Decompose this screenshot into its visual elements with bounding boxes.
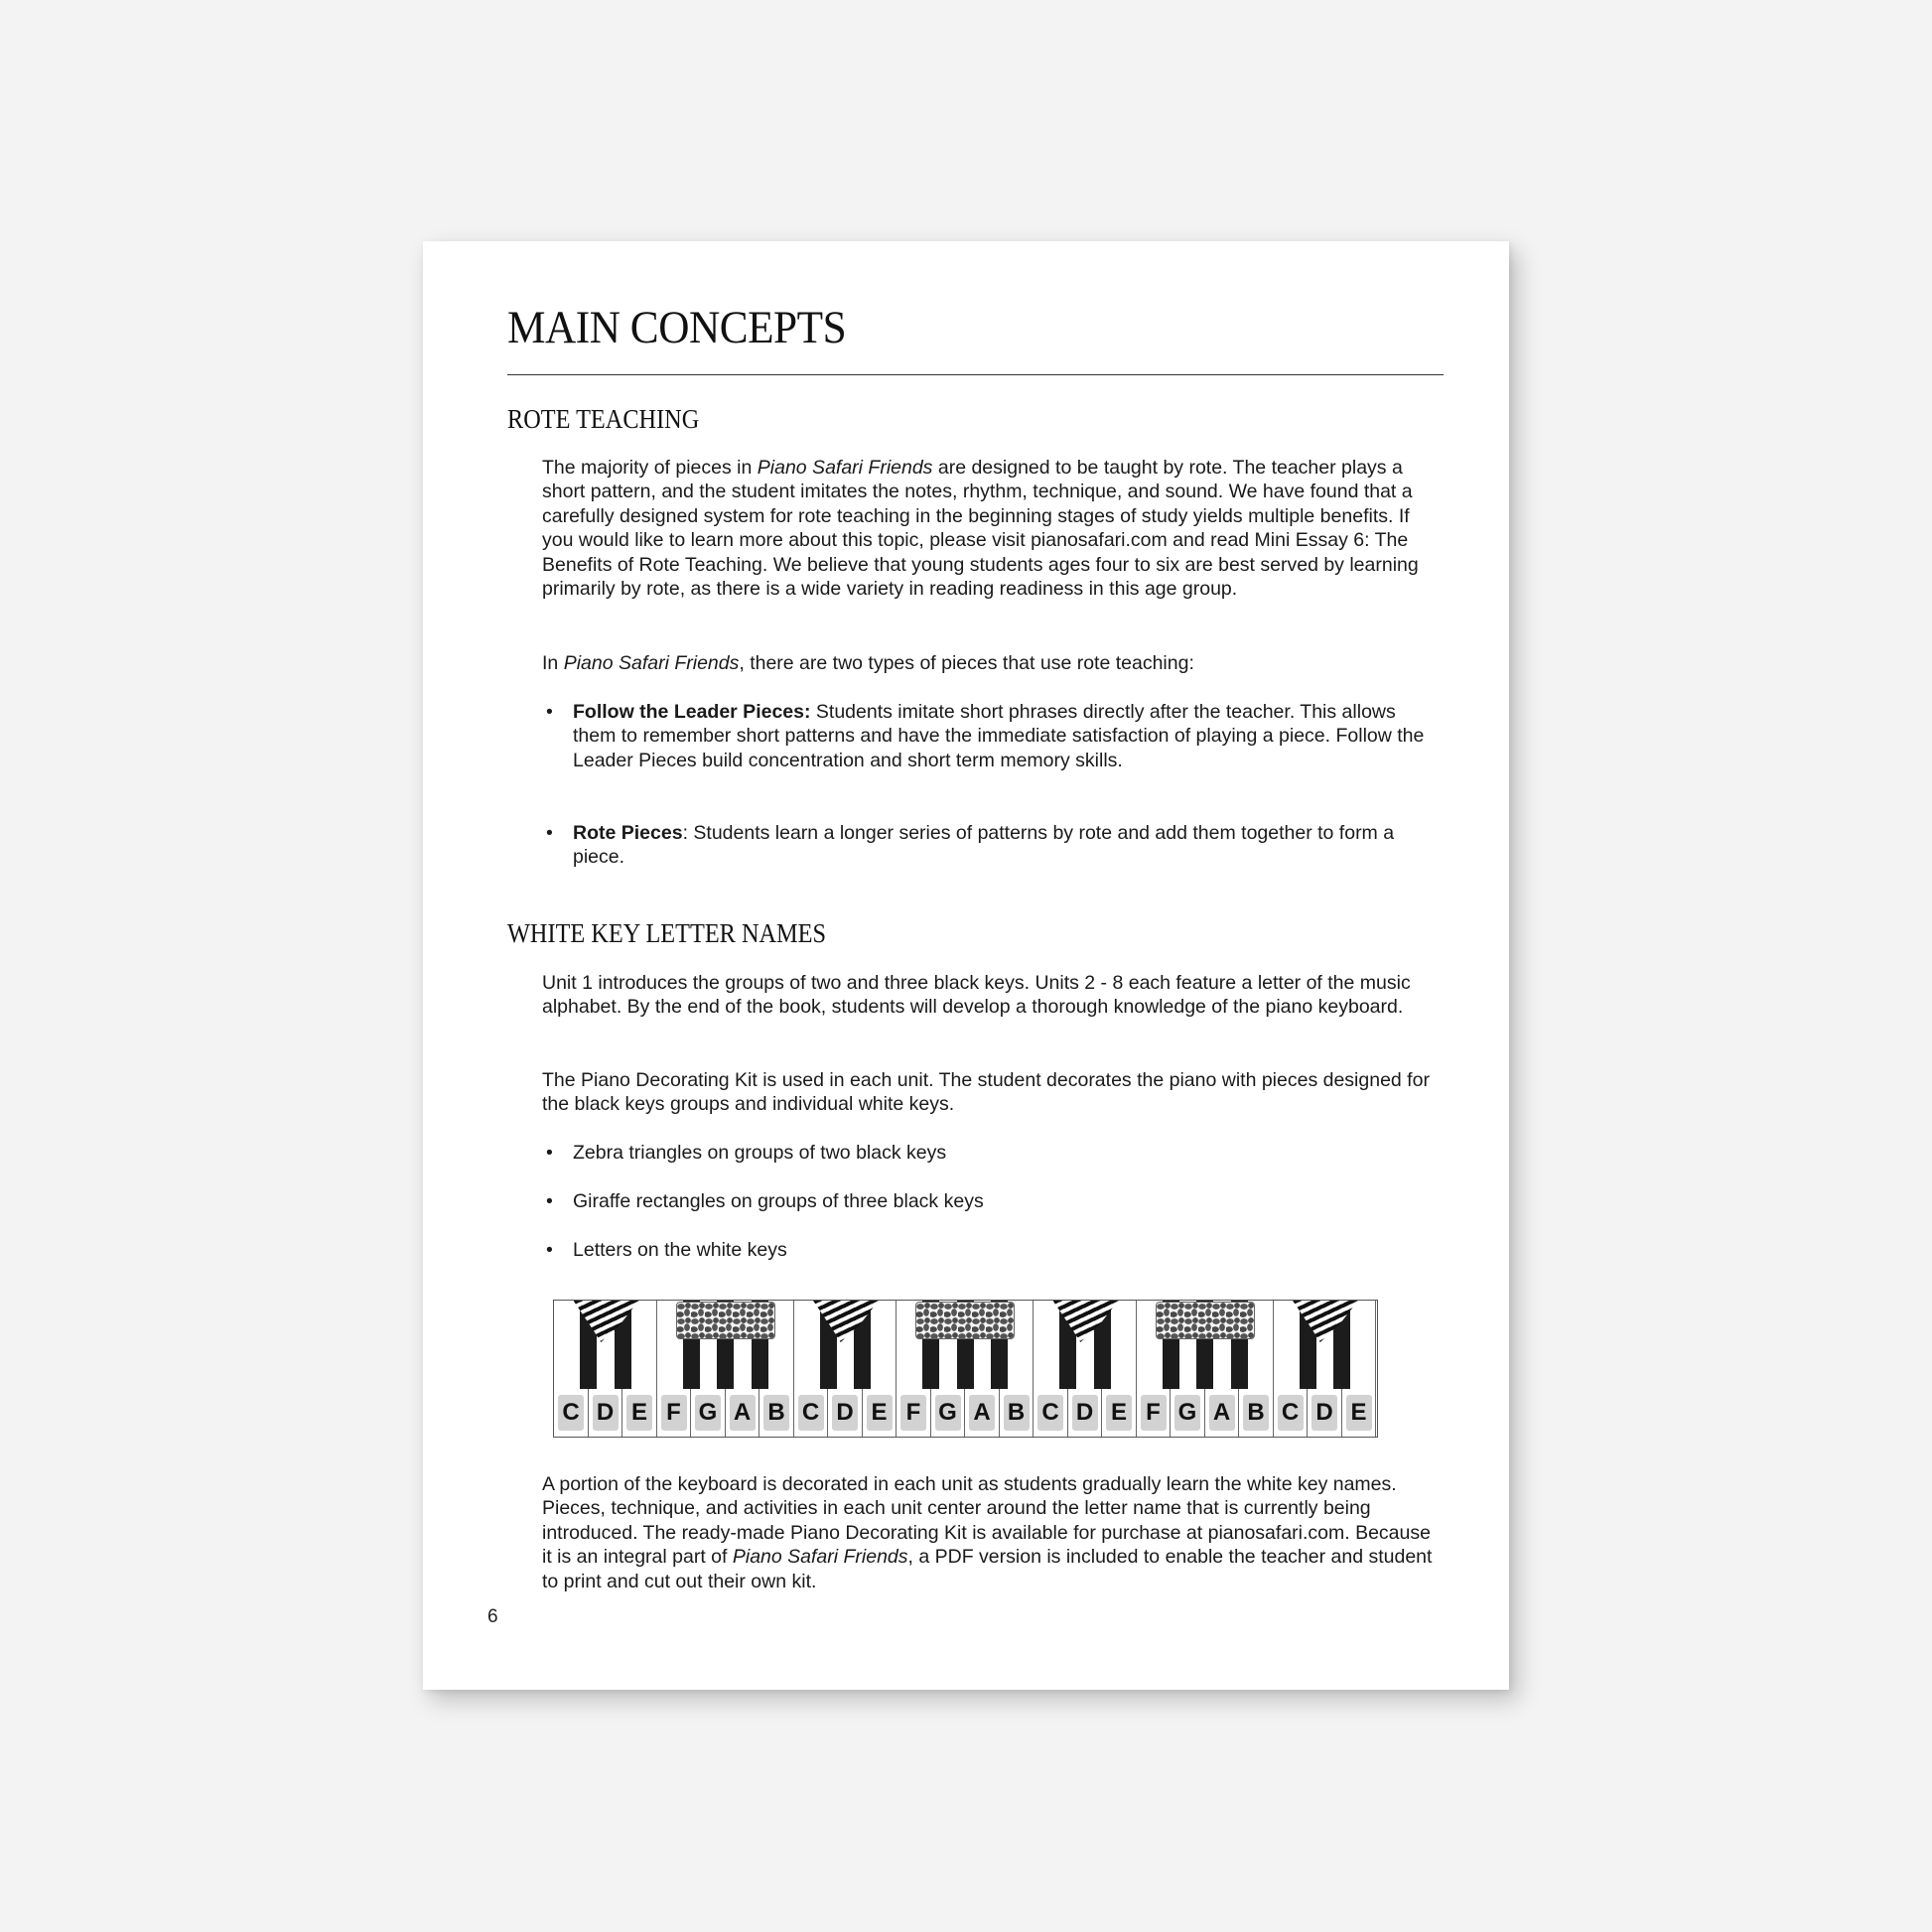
rote-types-paragraph: In Piano Safari Friends, there are two types of pieces that use rote teaching: — [542, 652, 1194, 674]
closing-paragraph: A portion of the keyboard is decorated in each unit as students gradually learn the white key names. Pieces, technique, and activities in each unit center around the letter name that is currently being introduced. The ready-made Piano Decorating Kit is available for purchase at pianosafari.com. Because it is an integral part of Piano Safari Friends, a PDF version is included to enable the teacher and student to print and cut out their own kit. — [542, 1473, 1433, 1592]
bullet-icon: • — [546, 822, 553, 844]
bullet-rote-pieces: • Rote Pieces: Students learn a longer series of patterns by rote and add them together to form a piece. — [546, 822, 1395, 869]
key-letter-label: G — [695, 1395, 721, 1431]
book-page — [423, 241, 1509, 1690]
giraffe-rectangle-icon — [915, 1302, 1015, 1339]
key-letter-label: D — [1311, 1395, 1337, 1431]
key-letter-label: E — [626, 1395, 652, 1431]
key-letter-label: C — [798, 1395, 824, 1431]
key-letter-label: C — [1037, 1395, 1063, 1431]
key-letter-label: F — [661, 1395, 687, 1431]
piano-keyboard-diagram — [553, 1300, 1378, 1438]
bullet-icon: • — [546, 1239, 553, 1261]
book-title-italic: Piano Safari Friends — [732, 1546, 908, 1569]
key-letter-label: B — [1243, 1395, 1269, 1431]
key-letter-label: C — [558, 1395, 584, 1431]
key-letter-label: G — [1174, 1395, 1200, 1431]
bullet-icon: • — [546, 1190, 553, 1212]
book-title-italic: Piano Safari Friends — [757, 457, 933, 479]
book-title-italic: Piano Safari Friends — [563, 652, 740, 674]
page-number: 6 — [487, 1606, 498, 1627]
key-letter-label: B — [763, 1395, 789, 1431]
key-letter-label: B — [1004, 1395, 1030, 1431]
bullet-letters: • Letters on the white keys — [546, 1239, 787, 1261]
giraffe-rectangle-icon — [676, 1302, 775, 1339]
key-letter-label: E — [1346, 1395, 1372, 1431]
bullet-term: Follow the Leader Pieces: — [573, 701, 811, 723]
bullet-icon: • — [546, 701, 553, 723]
key-letter-label: F — [1141, 1395, 1167, 1431]
bullet-follow-the-leader: • Follow the Leader Pieces: Students imitate short phrases directly after the teacher. This allows them to remember short patterns and have the immediate satisfaction of playing a piece. Follow the Leader Pieces build concentration and short term memory skills. — [546, 701, 1425, 771]
key-letter-label: A — [730, 1395, 756, 1431]
key-letter-label: A — [969, 1395, 995, 1431]
key-letter-label: A — [1209, 1395, 1235, 1431]
key-letter-label: D — [1072, 1395, 1098, 1431]
bullet-term: Rote Pieces — [573, 822, 683, 844]
page-title: MAIN CONCEPTS — [507, 302, 847, 353]
key-letter-label: D — [832, 1395, 858, 1431]
bullet-zebra: • Zebra triangles on groups of two black keys — [546, 1142, 947, 1164]
title-divider — [507, 374, 1444, 375]
giraffe-rectangle-icon — [1156, 1302, 1255, 1339]
white-key-paragraph-1: Unit 1 introduces the groups of two and three black keys. Units 2 - 8 each feature a letter of the music alphabet. By the end of the book, students will develop a thorough knowledge of the piano keyboard. — [542, 972, 1411, 1019]
key-letter-label: E — [1106, 1395, 1132, 1431]
bullet-icon: • — [546, 1142, 553, 1164]
section-heading-rote-teaching: ROTE TEACHING — [507, 404, 700, 434]
key-letter-label: D — [593, 1395, 619, 1431]
bullet-giraffe: • Giraffe rectangles on groups of three black keys — [546, 1190, 984, 1212]
key-letter-label: C — [1278, 1395, 1304, 1431]
key-letter-label: G — [935, 1395, 961, 1431]
white-key-paragraph-2: The Piano Decorating Kit is used in each unit. The student decorates the piano with pieces designed for the black keys groups and individual white keys. — [542, 1069, 1430, 1116]
rote-teaching-intro-paragraph: The majority of pieces in Piano Safari Friends are designed to be taught by rote. The teacher plays a short pattern, and the student imitates the notes, rhythm, technique, and sound. We have found that a carefully designed system for rote teaching in the beginning stages of study yields multiple benefits. If you would like to learn more about this topic, please visit pianosafari.com and read Mini Essay 6: The Benefits of Rote Teaching. We believe that young students ages four to six are best served by learning primarily by rote, as there is a wide variety in reading readiness in this age group. — [542, 457, 1419, 601]
key-letter-label: F — [900, 1395, 926, 1431]
section-heading-white-key-letter-names: WHITE KEY LETTER NAMES — [507, 918, 827, 948]
key-letter-label: E — [867, 1395, 893, 1431]
